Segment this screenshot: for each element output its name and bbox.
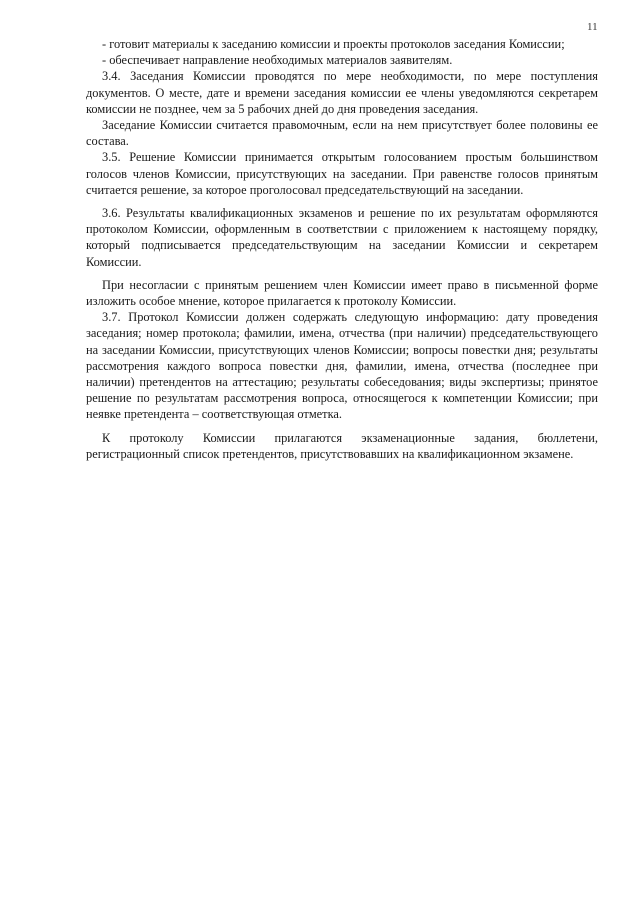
- paragraph-3-5: 3.5. Решение Комиссии принимается открытым голосованием простым большинством голосов членов Комиссии, присутствующих на заседании. При равенстве голосов принятым считается решение, за которое проголосовал председательствующий на заседании.: [86, 150, 598, 197]
- paragraph-gap: [86, 270, 598, 277]
- paragraph-dissent: При несогласии с принятым решением член Комиссии имеет право в письменной форме изложить особое мнение, которое прилагается к протоколу Комиссии.: [86, 277, 598, 309]
- paragraph-3-7: 3.7. Протокол Комиссии должен содержать следующую информацию: дату проведения заседания; номер протокола; фамилии, имена, отчества (при наличии) председательствующего на заседании Комиссии, присутствующих членов Комиссии; вопросы повестки дня; результаты рассмотрения каждого вопроса повестки дня, фамилии, имена, отчества (последнее при наличии) претендентов на аттестацию; результаты собеседования; виды экспертизы; принятое решение по результатам рассмотрения вопроса, относящегося к компетенции Комиссии; при неявке претендента – соответствующая отметка.: [86, 310, 598, 422]
- document-body: [86, 36, 598, 462]
- paragraph-quorum: Заседание Комиссии считается правомочным, если на нем присутствует более половины ее состава.: [86, 118, 598, 149]
- paragraph-3-6: 3.6. Результаты квалификационных экзаменов и решение по их результатам оформляются протоколом Комиссии, оформленным в соответствии с приложением к настоящему порядку, который подписывается председательствующим на заседании Комиссии и секретарем Комиссии.: [86, 206, 598, 269]
- paragraph-attachments: К протоколу Комиссии прилагаются экзаменационные задания, бюллетени, регистрационный список претендентов, присутствовавших на квалификационном экзамене.: [86, 430, 598, 461]
- paragraph-delivery: - обеспечивает направление необходимых материалов заявителям.: [102, 53, 453, 68]
- paragraph-materials: - готовит материалы к заседанию комиссии и проекты протоколов заседания Комиссии;: [102, 37, 565, 51]
- paragraph-3-4: 3.4. Заседания Комиссии проводятся по мере необходимости, по мере поступления документов. О месте, дате и времени заседания комиссии ее члены уведомляются секретарем комиссии не позднее, чем за 5 рабочих дней до дня проведения заседания.: [86, 69, 598, 116]
- page-number: 11: [587, 21, 598, 33]
- paragraph-gap: [86, 198, 598, 205]
- paragraph-gap: [86, 423, 598, 430]
